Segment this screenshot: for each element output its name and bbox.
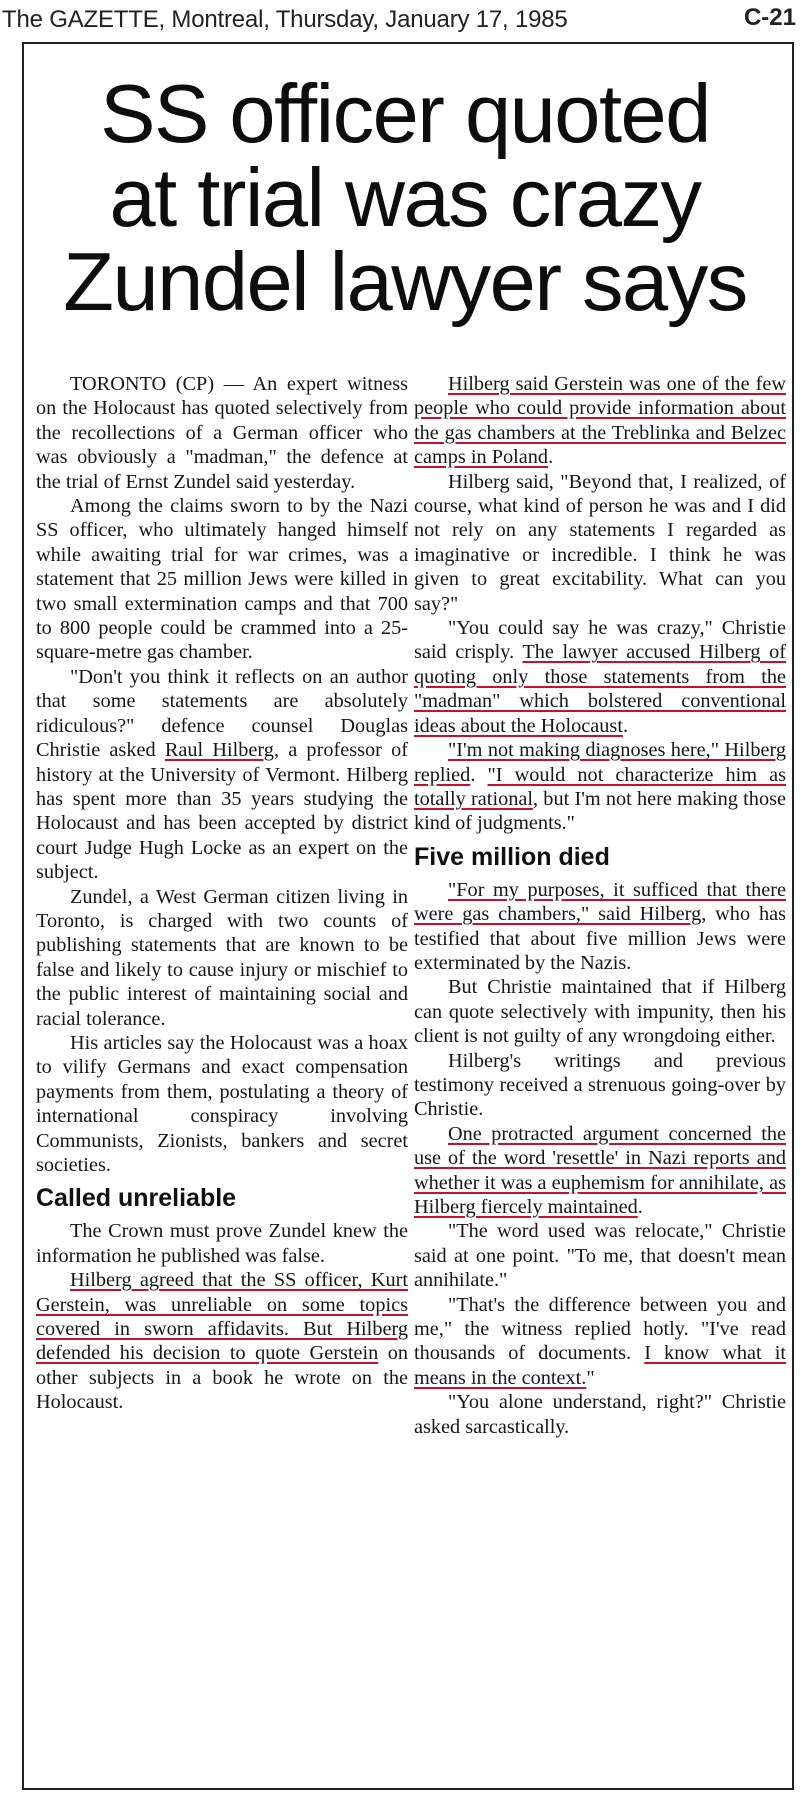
paragraph [414, 616, 786, 738]
subhead: Five million died [414, 842, 610, 871]
paragraph [414, 372, 786, 470]
highlighted-text: One protracted argument concerned the use of the word 'resettle' in Nazi reports and whether it was a euphemism for annihilate, as Hilberg fiercely maintained [414, 1122, 786, 1218]
text: , who has testified that about five million Jews were exterminated by the Nazis. [414, 903, 786, 974]
paragraph: Hilberg's writings and previous testimony received a strenuous going-over by Christie. [414, 1049, 786, 1121]
paragraph [414, 878, 786, 976]
text: . [622, 714, 629, 737]
paragraph: Hilberg said, "Beyond that, I realized, of course, what kind of person he was and I did not rely on any statements I regarded as imaginative or incredible. I think he was given to great excitability. What can you say?" [414, 470, 786, 615]
left-column [36, 372, 408, 1415]
paragraph: Zundel, a West German citizen living in Toronto, is charged with two counts of publishing statements that are known to be false and likely to cause injury or mischief to the public interest of maintaining social and racial tolerance. [36, 885, 408, 1030]
masthead [0, 0, 802, 40]
paragraph: "The word used was relocate," Christie said at one point. "To me, that doesn't mean annihilate." [414, 1220, 786, 1292]
highlighted-text: I know what it means in the context. [414, 1342, 786, 1389]
text: . [637, 1196, 643, 1218]
highlighted-text: The lawyer accused Hilberg of quoting only those statements from the "madman" which bolstered conventional ideas about the Holocaust [414, 641, 786, 737]
right-column [414, 372, 786, 1439]
headline [30, 67, 780, 328]
highlighted-text: "For my purposes, it sufficed that there were gas chambers," said Hilberg [414, 878, 786, 926]
highlighted-text: "I would not characterize him as totally rational [414, 763, 786, 810]
highlighted-text: Hilberg said Gerstein was one of the few people who could provide information about the gas chambers at the Treblinka and Belzec camps in Poland [414, 373, 786, 469]
paragraph: "You alone understand, right?" Christie asked sarcastically. [414, 1391, 786, 1438]
paragraph [36, 1268, 408, 1414]
headline-line-1: SS officer quoted [100, 67, 710, 160]
paragraph: But Christie maintained that if Hilberg can quote selectively with impunity, then his client is not guilty of any wrongdoing either. [414, 976, 786, 1048]
headline-line-2: at trial was crazy [109, 151, 701, 244]
text: , but I'm not here making those kind of judgments." [414, 787, 786, 835]
highlighted-text: Hilberg agreed that the SS officer, Kurt Gerstein, was unreliable on some topics covered in sworn affidavits. But Hilberg defended his decision to quote Gerstein [36, 1269, 408, 1365]
paragraph [36, 665, 408, 885]
text: , a professor of history at the University of Vermont. Hilberg has spent more than 35 years studying the Holocaust and has been accepted by district court Judge Hugh Locke as an expert on the subject. [36, 739, 408, 884]
paragraph [414, 738, 786, 836]
paragraph: Among the claims sworn to by the Nazi SS officer, who ultimately hanged himself while awaiting trial for war crimes, was a statement that 25 million Jews were killed in two small extermination camps and that 700 to 800 people could be crammed into a 25-square-metre gas chamber. [36, 495, 408, 664]
text: "Don't you think it reflects on an author that some statements are absolutely ridiculous?" defence counsel Douglas Christie asked [36, 665, 408, 762]
text: " [586, 1366, 595, 1389]
highlighted-text: Raul Hilberg [164, 739, 274, 762]
text: . [470, 763, 488, 786]
dateline: The GAZETTE, Montreal, Thursday, January 17, 1985 [2, 6, 568, 33]
paragraph: TORONTO (CP) — An expert witness on the Holocaust has quoted selectively from the recollections of a German officer who was obviously a "madman," the defence at the trial of Ernst Zundel said yesterday. [36, 373, 408, 493]
paragraph: His articles say the Holocaust was a hoax to vilify Germans and exact compensation payments from them, postulating a theory of international conspiracy involving Communists, Zionists, bankers and secret societies. [36, 1031, 408, 1176]
text: "You could say he was crazy," Christie said crisply. [414, 617, 786, 664]
headline-line-3: Zundel lawyer says [63, 235, 747, 328]
page-number: C-21 [743, 4, 796, 31]
text: on other subjects in a book he wrote on the Holocaust. [36, 1342, 408, 1414]
highlighted-text: "I'm not making diagnoses here," Hilberg replied [414, 739, 786, 786]
paragraph [414, 1293, 786, 1391]
text: . [548, 446, 554, 469]
paragraph: The Crown must prove Zundel knew the information he published was false. [36, 1220, 408, 1267]
subhead: Called unreliable [36, 1184, 237, 1213]
paragraph [414, 1122, 786, 1220]
text: "That's the difference between you and me," the witness replied hotly. "I've read thousands of documents. [414, 1293, 786, 1365]
